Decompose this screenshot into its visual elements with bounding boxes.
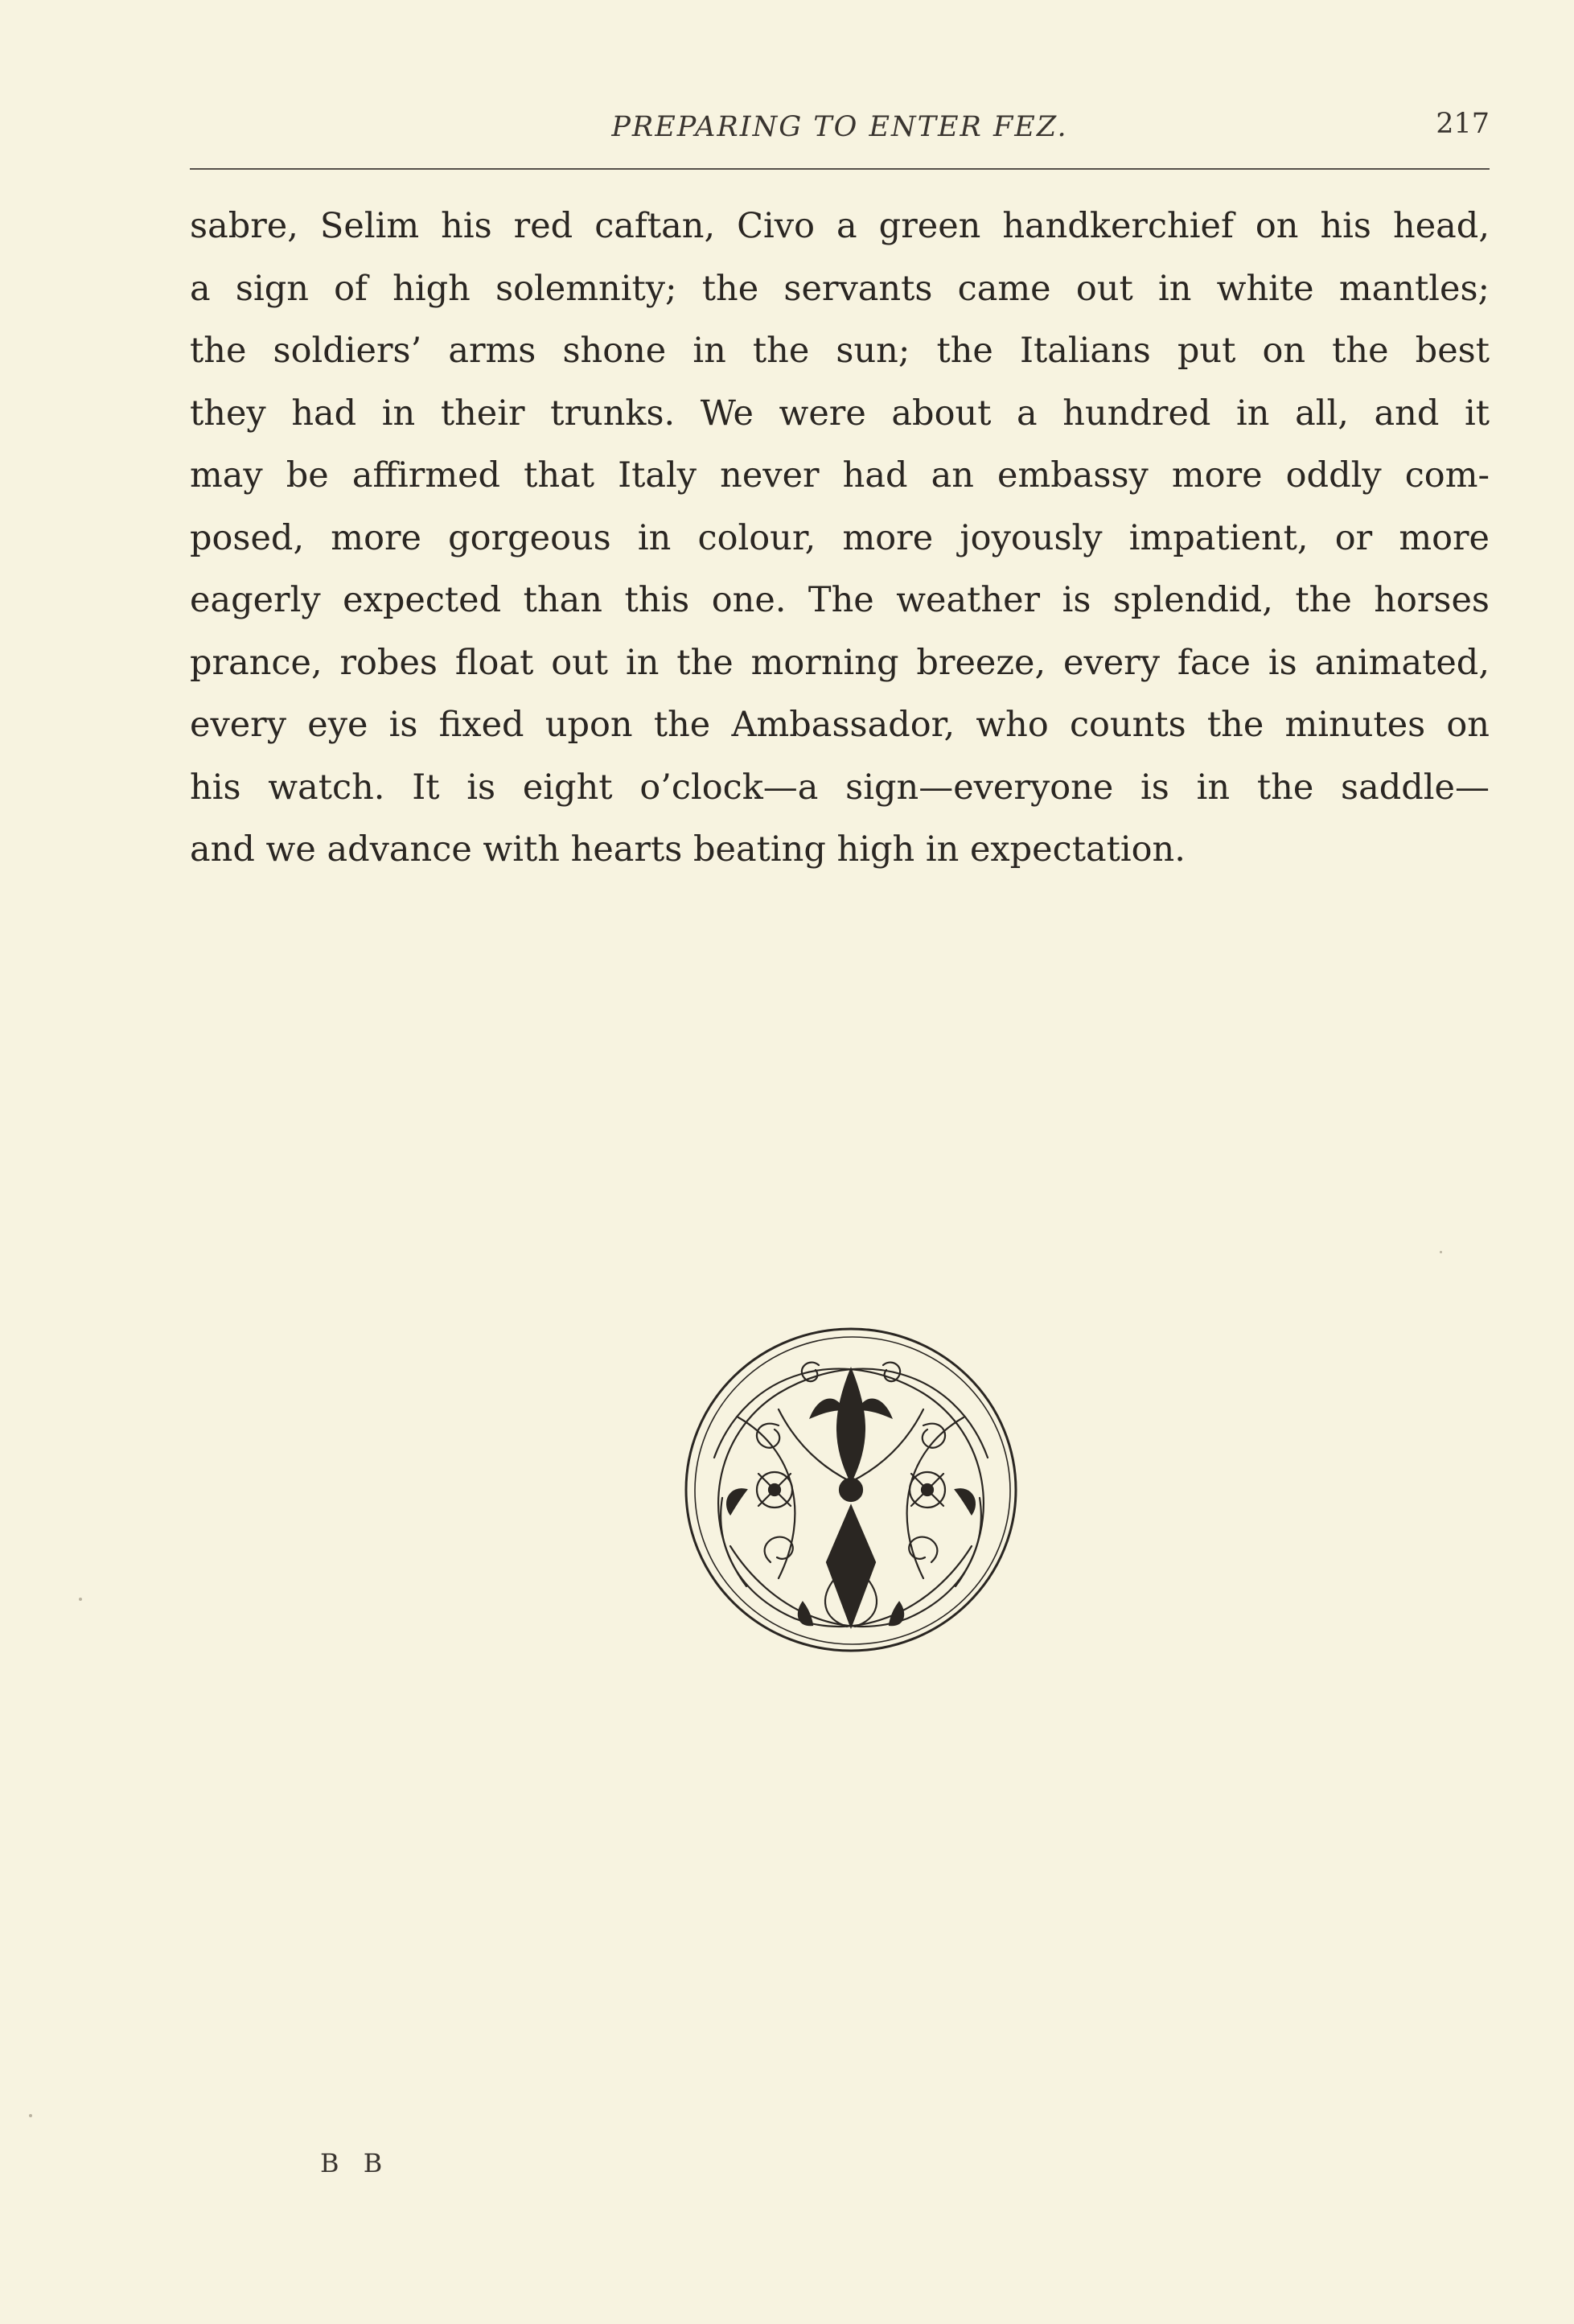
text-line: prance, robes float out in the morning breeze, every face is animated, xyxy=(190,642,1490,683)
body-paragraph xyxy=(190,195,1490,882)
text-line: they had in their trunks. We were about a hundred in all, and it xyxy=(190,393,1490,434)
paper-speck xyxy=(29,2114,32,2117)
text-line: a sign of high solemnity; the servants came out in white mantles; xyxy=(190,268,1490,309)
running-head xyxy=(190,108,1490,159)
running-title: PREPARING TO ENTER FEZ. xyxy=(611,111,1068,143)
text-line: eagerly expected than this one. The weather is splendid, the horses xyxy=(190,580,1490,620)
page-number: 217 xyxy=(1436,108,1490,140)
paper-speck xyxy=(79,1598,82,1601)
text-line: sabre, Selim his red caftan, Civo a green handkerchief on his head, xyxy=(190,206,1490,246)
paper-speck xyxy=(1440,1251,1442,1253)
text-line: and we advance with hearts beating high in expectation. xyxy=(190,829,1186,870)
signature-mark: B B xyxy=(320,2148,391,2178)
text-line: every eye is fixed upon the Ambassador, who counts the minutes on xyxy=(190,705,1490,745)
text-line: his watch. It is eight o’clock—a sign—everyone is in the saddle— xyxy=(190,767,1490,808)
text-line: posed, more gorgeous in colour, more joyously impatient, or more xyxy=(190,517,1490,558)
circular-floral-ornament-icon xyxy=(682,1321,1020,1659)
text-line: may be affirmed that Italy never had an embassy more oddly com- xyxy=(190,455,1490,496)
header-rule xyxy=(190,168,1490,170)
text-line: the soldiers’ arms shone in the sun; the Italians put on the best xyxy=(190,331,1490,371)
